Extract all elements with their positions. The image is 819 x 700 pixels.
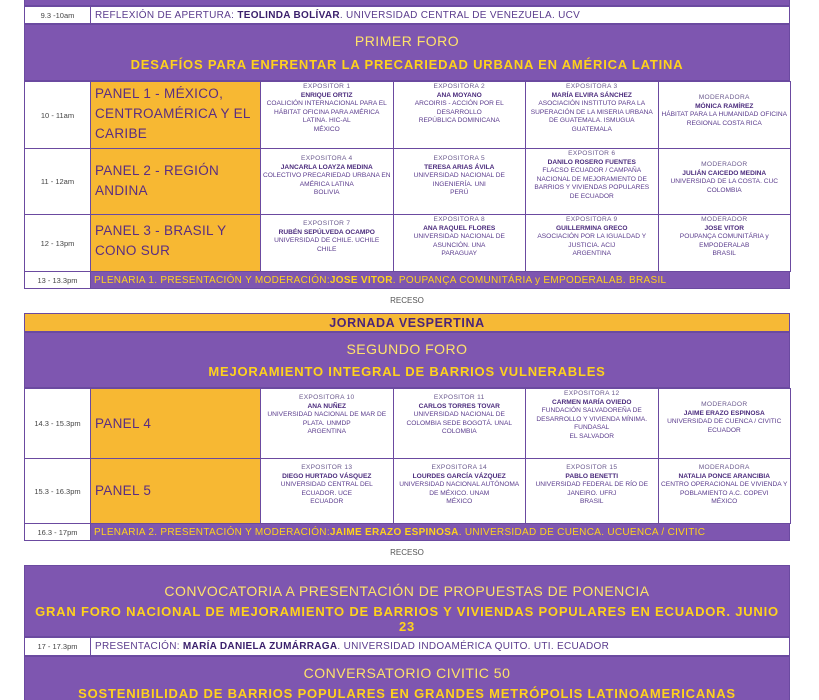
forum1-header [24, 24, 790, 81]
forum1-table [24, 81, 791, 272]
table-row [25, 389, 791, 459]
speaker-cell: EXPOSITOR 11 CARLOS TORRES TOVAR UNIVERSIDAD NACIONAL DE COLOMBIA SEDE BOGOTÁ. UNAL COLOMBIA [393, 389, 526, 459]
panel-time: 12 - 13pm [25, 215, 91, 272]
forum2-title: MEJORAMIENTO INTEGRAL DE BARRIOS VULNERABLES [208, 364, 606, 379]
forum2-table [24, 388, 791, 524]
speaker-cell: EXPOSITORA 3 MARÍA ELVIRA SÁNCHEZ ASOCIACIÓN INSTITUTO PARA LA SUPERACIÓN DE LA MISERIA URBANA DE GUATEMALA. ISMUGUA GUATEMALA [526, 82, 659, 149]
afternoon-session-bar: JORNADA VESPERTINA [24, 313, 790, 332]
panel-name: PANEL 2 - REGIÓN ANDINA [91, 149, 261, 215]
speaker-cell: EXPOSITORA 2 ANA MOYANO ARCOIRIS - ACCIÓN POR EL DESARROLLO REPÚBLICA DOMINICANA [393, 82, 526, 149]
moderator-cell: MODERADORA MÓNICA RAMÍREZ HÁBITAT PARA LA HUMANIDAD OFICINA REGIONAL COSTA RICA [658, 82, 791, 149]
plenary-1-row [24, 271, 790, 289]
speaker-cell: EXPOSITORA 10 ANA NUÑEZ UNIVERSIDAD NACIONAL DE MAR DE PLATA. UNMDP ARGENTINA [261, 389, 394, 459]
opening-row [24, 6, 790, 24]
panel-time: 14.3 - 15.3pm [25, 389, 91, 459]
recess-2: RECESO [390, 548, 424, 557]
opening-text: REFLEXIÓN DE APERTURA: TEOLINDA BOLÍVAR. UNIVERSIDAD CENTRAL DE VENEZUELA. UCV [95, 9, 581, 21]
forum1-label: PRIMER FORO [354, 33, 460, 49]
speaker-cell: EXPOSITORA 9 GUILLERMINA GRECO ASOCIACIÓN POR LA IGUALDAD Y JUSTICIA. ACIJ ARGENTINA [526, 215, 659, 272]
speaker-cell: EXPOSITORA 14 LOURDES GARCÍA VÁZQUEZ UNIVERSIDAD NACIONAL AUTÓNOMA DE MÉXICO. UNAM MÉXICO [393, 459, 526, 524]
panel-time: 10 - 11am [25, 82, 91, 149]
plenary-2-text: PLENARIA 2. PRESENTACIÓN Y MODERACIÓN: JAIME ERAZO ESPINOSA . UNIVERSIDAD DE CUENCA. UCUENCA / CIVITIC [91, 524, 789, 540]
panel-time: 11 - 12am [25, 149, 91, 215]
opening-time: 9.3 -10am [25, 7, 91, 23]
presentation-row [24, 637, 790, 656]
panel-name: PANEL 1 - MÉXICO, CENTROAMÉRICA Y EL CARIBE [91, 82, 261, 149]
panel-name: PANEL 4 [91, 389, 261, 459]
speaker-cell: EXPOSITOR 6 DANILO ROSERO FUENTES FLACSO ECUADOR / CAMPAÑA NACIONAL DE MEJORAMIENTO DE BARRIOS Y VIVIENDAS POPULARES DE ECUADOR [526, 149, 659, 215]
speaker-cell: EXPOSITOR 13 DIEGO HURTADO VÁSQUEZ UNIVERSIDAD CENTRAL DEL ECUADOR. UCE ECUADOR [261, 459, 394, 524]
moderator-cell: MODERADOR JULIÁN CAICEDO MEDINA UNIVERSIDAD DE LA COSTA. CUC COLOMBIA [658, 149, 791, 215]
conversatorio-label: CONVERSATORIO CIVITIC 50 [303, 665, 511, 681]
speaker-cell: EXPOSITORA 12 CARMEN MARÍA OVIEDO FUNDACIÓN SALVADOREÑA DE DESARROLLO Y VIVIENDA MÍNIMA. FUNDASAL EL SALVADOR [526, 389, 659, 459]
speaker-cell: EXPOSITORA 5 TERESA ARIAS ÁVILA UNIVERSIDAD NACIONAL DE INGENIERÍA. UNI PERÚ [393, 149, 526, 215]
forum1-title: DESAFÍOS PARA ENFRENTAR LA PRECARIEDAD URBANA EN AMÉRICA LATINA [130, 57, 684, 72]
speaker-cell: EXPOSITORA 4 JANCARLA LOAYZA MEDINA COLECTIVO PRECARIEDAD URBANA EN AMÉRICA LATINA BOLIVIA [261, 149, 394, 215]
call-label: CONVOCATORIA A PRESENTACIÓN DE PROPUESTAS DE PONENCIA [164, 583, 650, 599]
table-row [25, 459, 791, 524]
conversatorio-header [24, 656, 790, 700]
forum2-header [24, 332, 790, 388]
call-title: GRAN FORO NACIONAL DE MEJORAMIENTO DE BARRIOS Y VIVIENDAS POPULARES EN ECUADOR. JUNIO 23 [35, 604, 779, 634]
speaker-cell: EXPOSITOR 1 ENRIQUE ORTIZ COALICIÓN INTERNACIONAL PARA EL HÁBITAT OFICINA PARA AMÉRICA LATINA. HIC-AL MÉXICO [261, 82, 394, 149]
table-row [25, 149, 791, 215]
table-row [25, 82, 791, 149]
plenary-1-time: 13 - 13.3pm [25, 272, 91, 288]
forum2-label: SEGUNDO FORO [346, 341, 468, 357]
speaker-cell: EXPOSITOR 7 RUBÉN SEPÚLVEDA OCAMPO UNIVERSIDAD DE CHILE. UCHILE CHILE [261, 215, 394, 272]
panel-time: 15.3 - 16.3pm [25, 459, 91, 524]
call-for-proposals-header [24, 565, 790, 637]
panel-name: PANEL 5 [91, 459, 261, 524]
plenary-2-row [24, 523, 790, 541]
panel-name: PANEL 3 - BRASIL Y CONO SUR [91, 215, 261, 272]
speaker-cell: EXPOSITORA 8 ANA RAQUEL FLORES UNIVERSIDAD NACIONAL DE ASUNCIÓN. UNA PARAGUAY [393, 215, 526, 272]
moderator-cell: MODERADORA NATALIA PONCE ARANCIBIA CENTRO OPERACIONAL DE VIVIENDA Y POBLAMIENTO A.C. COPEVI MÉXICO [658, 459, 791, 524]
moderator-cell: MODERADOR JOSE VITOR POUPANÇA COMUNITÁRIA y EMPODERALAB BRASIL [658, 215, 791, 272]
recess-1: RECESO [390, 296, 424, 305]
table-row [25, 215, 791, 272]
plenary-1-text: PLENARIA 1. PRESENTACIÓN Y MODERACIÓN: JOSE VITOR . POUPANÇA COMUNITÁRIA y EMPODERALAB. BRASIL [91, 272, 789, 288]
moderator-cell: MODERADOR JAIME ERAZO ESPINOSA UNIVERSIDAD DE CUENCA / CIVITIC ECUADOR [658, 389, 791, 459]
presentation-text: PRESENTACIÓN: MARÍA DANIELA ZUMÁRRAGA. UNIVERSIDAD INDOAMÉRICA QUITO. UTI. ECUADOR [95, 641, 610, 652]
presentation-time: 17 - 17.3pm [25, 638, 91, 655]
speaker-cell: EXPOSITOR 15 PABLO BENETTI UNIVERSIDAD FEDERAL DE RÍO DE JANEIRO. UFRJ BRASIL [526, 459, 659, 524]
plenary-2-time: 16.3 - 17pm [25, 524, 91, 540]
conversatorio-title: SOSTENIBILIDAD DE BARRIOS POPULARES EN GRANDES METRÓPOLIS LATINOAMERICANAS [78, 686, 736, 700]
